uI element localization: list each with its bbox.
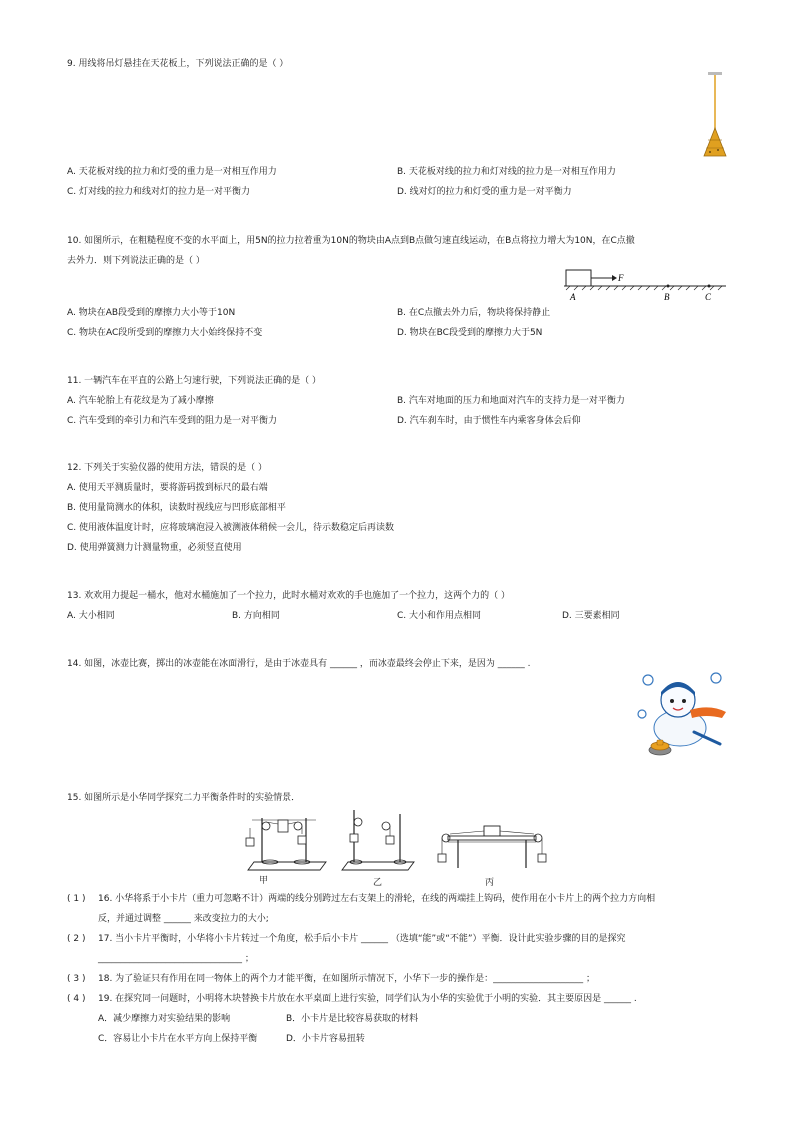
q19-option-c: C．容易让小卡片在水平方向上保持平衡 (98, 1034, 258, 1044)
q19-option-a: A．减少摩擦力对实验结果的影响 (98, 1014, 231, 1024)
q14-stem: 14. 如图，冰壶比赛，掷出的冰壶能在冰面滑行，是由于冰壶具有 ______ ，而冰壶最终会停止下来，是因为 ______ . (67, 659, 531, 669)
q11-option-a: A. 汽车轮胎上有花纹是为了减小摩擦 (67, 396, 214, 406)
block (566, 270, 591, 286)
q9-option-d: D. 线对灯的拉力和灯受的重力是一对平衡力 (397, 187, 572, 197)
point-b-label: B (664, 292, 670, 302)
q15-figure-jia (240, 804, 332, 880)
q18-line1: 18. 为了验证只有作用在同一物体上的两个力才能平衡，在如图所示情况下，小华下一步的操作是：____________________ ； (98, 974, 596, 984)
q19-number: ( 4 ) (67, 994, 86, 1004)
q19-line1: 19. 在探究同一问题时，小明将木块替换卡片放在水平桌面上进行实验，同学们认为小华的实验优于小明的实验．其主要原因是 ______ . (98, 994, 637, 1004)
q10-stem-line2: 去外力．则下列说法正确的是（ ） (67, 256, 205, 266)
q10-option-d: D. 物块在BC段受到的摩擦力大于5N (397, 328, 543, 338)
q12-option-c: C. 使用液体温度计时，应将玻璃泡浸入被测液体稍候一会儿，待示数稳定后再读数 (67, 523, 395, 533)
q9-option-a: A. 天花板对线的拉力和灯受的重力是一对相互作用力 (67, 167, 277, 177)
q12-option-d: D. 使用弹簧测力计测量物重，必须竖直使用 (67, 543, 242, 553)
point-c-label: C (705, 292, 712, 302)
q18-number: ( 3 ) (67, 974, 86, 984)
q17-number: ( 2 ) (67, 934, 86, 944)
q10-option-a: A. 物块在AB段受到的摩擦力大小等于10N (67, 308, 236, 318)
q11-option-d: D. 汽车刹车时，由于惯性车内乘客身体会后仰 (397, 416, 581, 426)
curling-mascot-figure (636, 670, 732, 762)
q15-figure-yi (336, 804, 422, 880)
q15-stem: 15. 如图所示是小华同学探究二力平衡条件时的实验情景． (67, 793, 301, 803)
q12-option-b: B. 使用量筒测水的体积，读数时视线应与凹形底部相平 (67, 503, 286, 513)
ceiling-mount (708, 72, 722, 75)
q9-stem: 9. 用线将吊灯悬挂在天花板上，下列说法正确的是（ ） (67, 59, 289, 69)
q15-label-yi: 乙 (373, 878, 383, 888)
point-b (667, 285, 670, 288)
q13-option-b: B. 方向相同 (232, 611, 280, 621)
q12-option-a: A. 使用天平测质量时，要将游码拨到标尺的最右端 (67, 483, 268, 493)
q10-stem-line1: 10. 如图所示，在粗糙程度不变的水平面上，用5N的拉力拉着重为10N的物块由A点到B点做匀速直线运动，在B点将拉力增大为10N，在C点撤 (67, 236, 635, 246)
mascot-scarf (690, 707, 726, 718)
q12-stem: 12. 下列关于实验仪器的使用方法，错误的是（ ） (67, 463, 268, 473)
q16-line2: 反，并通过调整 ______ 来改变拉力的大小; (98, 914, 269, 924)
lamp-shade (704, 128, 726, 156)
point-a-label: A (570, 292, 576, 302)
point-c (708, 285, 711, 288)
q10-figure (560, 266, 730, 306)
q13-stem: 13. 欢欢用力提起一桶水，他对水桶施加了一个拉力，此时水桶对欢欢的手也施加了一个拉力，这两个力的（ ） (67, 591, 511, 601)
q13-option-d: D. 三要素相同 (562, 611, 620, 621)
q19-option-d: D．小卡片容易扭转 (286, 1034, 365, 1044)
q11-option-c: C. 汽车受到的牵引力和汽车受到的阻力是一对平衡力 (67, 416, 278, 426)
q11-option-b: B. 汽车对地面的压力和地面对汽车的支持力是一对平衡力 (397, 396, 625, 406)
wood-block (484, 826, 500, 836)
q10-option-b: B. 在C点撤去外力后，物块将保持静止 (397, 308, 551, 318)
q16-line1: 16. 小华将系于小卡片（重力可忽略不计）两端的线分别跨过左右支架上的滑轮，在线的两端挂上钩码，使作用在小卡片上的两个拉力方向相 (98, 894, 656, 904)
q17-line2: ________________________________ ； (98, 954, 254, 964)
q15-label-bing: 丙 (485, 878, 495, 888)
q15-label-jia: 甲 (259, 876, 269, 886)
q19-option-b: B．小卡片是比较容易获取的材料 (286, 1014, 419, 1024)
force-label: F (618, 273, 624, 283)
q15-figure-bing (428, 820, 556, 876)
lamp-figure (698, 70, 732, 164)
q11-stem: 11. 一辆汽车在平直的公路上匀速行驶，下列说法正确的是（ ） (67, 376, 322, 386)
q13-option-a: A. 大小相同 (67, 611, 115, 621)
q16-number: ( 1 ) (67, 894, 86, 904)
q17-line1: 17. 当小卡片平衡时，小华将小卡片转过一个角度，松手后小卡片 ______ （选填“能”或“不能”）平衡．设计此实验步骤的目的是探究 (98, 934, 626, 944)
q10-option-c: C. 物块在AC段所受到的摩擦力大小始终保持不变 (67, 328, 263, 338)
q13-option-c: C. 大小和作用点相同 (397, 611, 482, 621)
q9-option-c: C. 灯对线的拉力和线对灯的拉力是一对平衡力 (67, 187, 251, 197)
q9-option-b: B. 天花板对线的拉力和灯对线的拉力是一对相互作用力 (397, 167, 616, 177)
